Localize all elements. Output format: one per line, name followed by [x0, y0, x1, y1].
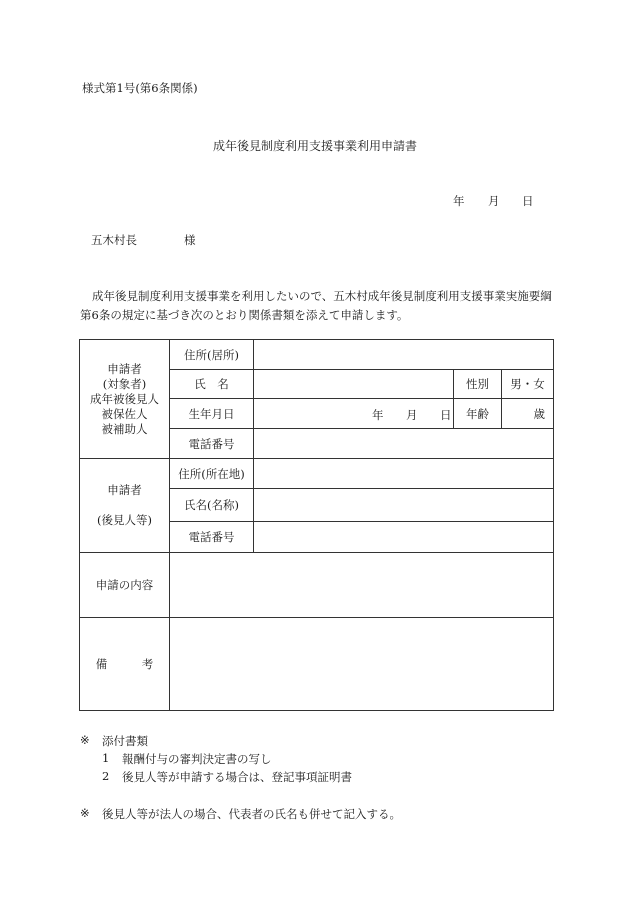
guardian-address-label: 住所(所在地)	[170, 459, 254, 489]
addressee-name: 五木村長	[91, 233, 137, 247]
subject-label-line: 申請者	[107, 361, 142, 376]
date-day-label: 日	[522, 194, 534, 208]
note-mark: ※	[80, 733, 90, 747]
guardian-name-field[interactable]	[254, 489, 554, 522]
birth-day-unit: 日	[440, 407, 452, 422]
age-field[interactable]: 歳	[502, 399, 554, 429]
content-label: 申請の内容	[80, 553, 170, 618]
content-field[interactable]	[170, 553, 554, 618]
guardian-phone-label: 電話番号	[170, 522, 254, 553]
document-title: 成年後見制度利用支援事業利用申請書	[212, 139, 417, 153]
guardian-address-field[interactable]	[254, 459, 554, 489]
attachment-item-number: 1	[102, 751, 110, 765]
attachment-item-number: 2	[102, 769, 110, 783]
application-statement: 成年後見制度利用支援事業を利用したいので、五木村成年後見制度利用支援事業実施要綱第6条の規定に基づき次のとおり関係書類を添えて申請します。	[80, 289, 552, 322]
remarks-label: 備 考	[80, 618, 170, 711]
age-label: 年齢	[454, 399, 502, 429]
subject-label-line: (対象者)	[102, 376, 147, 391]
subject-label-line: 被保佐人	[101, 406, 148, 421]
remarks-field[interactable]	[170, 618, 554, 711]
subject-address-field[interactable]	[254, 340, 554, 370]
content-row	[80, 553, 554, 618]
subject-phone-label: 電話番号	[170, 429, 254, 459]
date-month-label: 月	[488, 194, 500, 208]
gender-options[interactable]: 男・女	[502, 370, 554, 399]
guardian-label-line: (後見人等)	[97, 513, 152, 527]
guardian-phone-field[interactable]	[254, 522, 554, 553]
gender-label: 性別	[454, 370, 502, 399]
subject-label-line: 成年被後見人	[90, 391, 159, 406]
birth-month-unit: 月	[406, 407, 418, 422]
subject-address-row	[80, 340, 554, 370]
corporate-note: 後見人等が法人の場合、代表者の氏名も併せて記入する。	[102, 807, 401, 821]
subject-phone-field[interactable]	[254, 429, 554, 459]
birth-year-unit: 年	[372, 407, 384, 422]
date-year-label: 年	[453, 194, 465, 208]
application-table	[79, 339, 554, 711]
attachment-item: 後見人等が申請する場合は、登記事項証明書	[122, 770, 352, 784]
note-mark: ※	[80, 806, 90, 820]
addressee-honorific: 様	[184, 233, 196, 247]
attachment-item: 報酬付与の審判決定書の写し	[122, 752, 272, 766]
birthdate-label: 生年月日	[170, 399, 254, 429]
guardian-address-row	[80, 459, 554, 489]
subject-label-cell	[80, 340, 170, 459]
subject-name-label: 氏 名	[170, 370, 254, 399]
guardian-name-label: 氏名(名称)	[170, 489, 254, 522]
subject-label-line: 被補助人	[101, 421, 148, 436]
subject-name-field[interactable]	[254, 370, 454, 399]
subject-address-label: 住所(居所)	[170, 340, 254, 370]
guardian-label-line: 申請者	[107, 483, 142, 497]
attachments-title: 添付書類	[102, 734, 148, 748]
birthdate-field[interactable]	[254, 399, 454, 429]
guardian-label-cell	[80, 459, 170, 553]
remarks-row	[80, 618, 554, 711]
form-number: 様式第1号(第6条関係)	[82, 81, 198, 95]
